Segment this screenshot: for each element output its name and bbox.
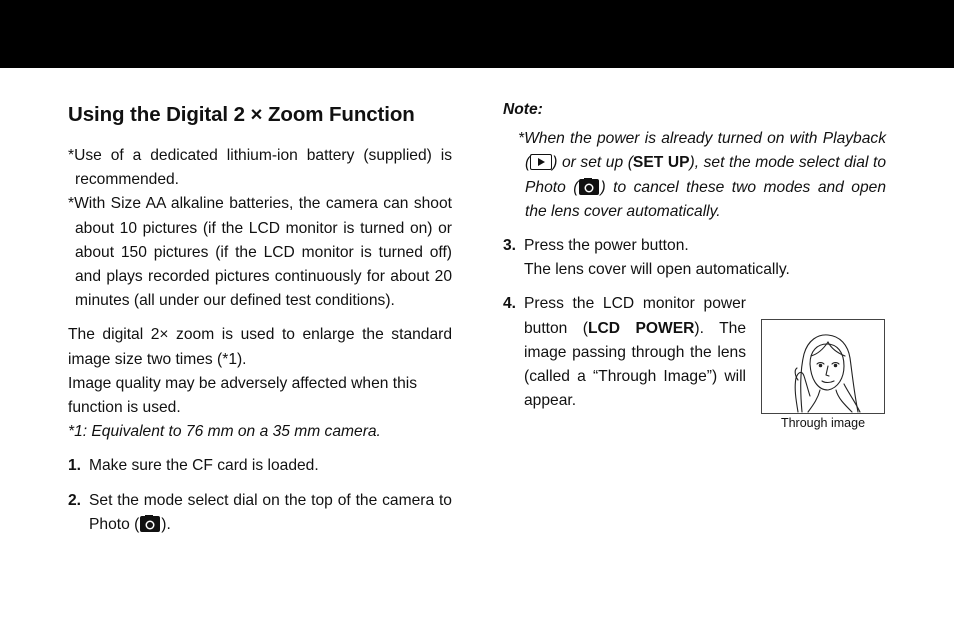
figure-caption: Through image <box>780 416 866 430</box>
quality-warning: Image quality may be adversely affected when this function is used. <box>68 374 418 417</box>
step-text <box>89 489 452 537</box>
woman-portrait-image <box>762 320 884 413</box>
left-column <box>68 102 452 537</box>
footnote: *1: Equivalent to 76 mm on a 35 mm camera. <box>68 423 381 441</box>
step-text-part: Set the mode select dial on the top of the camera to Photo ( <box>89 491 452 533</box>
zoom-description: The digital 2× zoom is used to enlarge the standard image size two times (*1). <box>68 326 452 368</box>
through-image-frame <box>761 319 885 414</box>
step-1 <box>68 454 452 478</box>
step-text-line: Press the power button. <box>524 237 689 255</box>
playback-icon <box>530 154 552 170</box>
battery-note-2: *With Size AA alkaline batteries, the camera can shoot about 10 pictures (if the LCD monitor is turned on) or about 150 pictures (if the LCD monitor is turned off) and plays recorded pictures continuously for about 20 minutes (all under our defined test conditions). <box>68 195 452 310</box>
step-number: 2. <box>68 491 82 509</box>
note-body <box>503 127 886 224</box>
step-text-line: The lens cover will open automatically. <box>524 261 790 279</box>
note-text-part: ) or set up ( <box>552 154 633 172</box>
note-text-part: ), set the mode select dial to Photo ( <box>525 154 886 196</box>
camera-icon <box>139 515 161 533</box>
step-number: 3. <box>503 237 517 255</box>
battery-note-1: *Use of a dedicated lithium-ion battery (supplied) is recommended. <box>68 147 452 189</box>
step-text: Make sure the CF card is loaded. <box>89 457 319 475</box>
note-text-part: *When the power is already turned on with Playback ( <box>518 130 886 172</box>
step-number: 4. <box>503 295 517 313</box>
setup-label: SET UP <box>632 154 690 172</box>
camera-icon <box>578 178 600 196</box>
through-image-figure <box>761 319 885 431</box>
section-title: Using the Digital 2 × Zoom Function <box>68 103 415 126</box>
lcd-power-label: LCD POWER <box>588 319 695 337</box>
step-2 <box>68 489 452 537</box>
note-text-part: ) to cancel these two modes and open the lens cover automatically. <box>525 178 887 220</box>
header-bar <box>0 0 954 68</box>
step-text <box>524 292 746 413</box>
step-text <box>524 234 886 282</box>
step-text-part: Press the LCD monitor power button ( <box>524 295 746 337</box>
step-number: 1. <box>68 457 82 475</box>
step-text-part: ). The image passing through the lens (called a “Through Image”) will appear. <box>524 319 746 410</box>
step-text-part: ). <box>161 515 171 533</box>
step-3 <box>503 234 886 282</box>
note-heading: Note: <box>503 101 543 118</box>
